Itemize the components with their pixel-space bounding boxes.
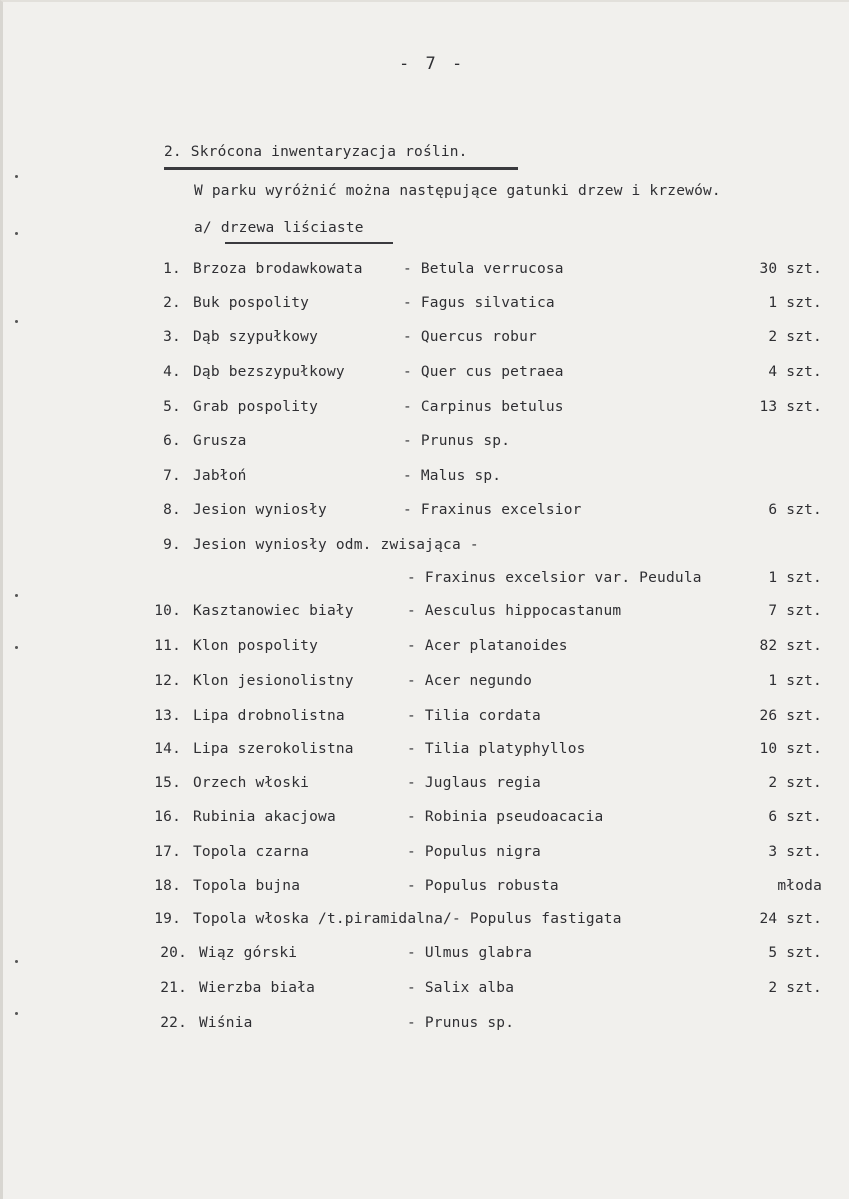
species-name: Lipa drobnolistna: [193, 708, 345, 724]
list-item: [3, 708, 849, 730]
latin-name: - Quer cus petraea: [403, 364, 564, 380]
list-item: [3, 261, 849, 283]
intro-text: W parku wyróżnić można następujące gatunki drzew i krzewów.: [194, 183, 721, 199]
species-name: Brzoza brodawkowata: [193, 261, 363, 277]
list-item: [3, 1015, 849, 1037]
list-item: [3, 878, 849, 900]
species-name: Wierzba biała: [199, 980, 316, 996]
item-count: 2 szt.: [768, 775, 822, 791]
species-name: Orzech włoski: [193, 775, 310, 791]
item-count: 6 szt.: [768, 502, 822, 518]
item-number: 4.: [163, 364, 181, 380]
latin-name: - Salix alba: [407, 980, 515, 996]
species-name: Klon jesionolistny: [193, 673, 354, 689]
item-count: 13 szt.: [759, 399, 822, 415]
item-number: 10.: [154, 603, 181, 619]
item-number: 6.: [163, 433, 181, 449]
list-item: [3, 399, 849, 421]
item-count: 24 szt.: [759, 911, 822, 927]
item-count: 1 szt.: [768, 673, 822, 689]
latin-name: - Quercus robur: [403, 329, 537, 345]
item-number: 15.: [154, 775, 181, 791]
latin-name: - Fraxinus excelsior var. Peudula: [407, 570, 702, 586]
latin-name: - Acer platanoides: [407, 638, 568, 654]
item-number: 11.: [154, 638, 181, 654]
species-name: Jabłoń: [193, 468, 247, 484]
latin-name: - Tilia cordata: [407, 708, 541, 724]
item-count: 1 szt.: [768, 570, 822, 586]
species-name: Dąb bezszypułkowy: [193, 364, 345, 380]
item-number: 7.: [163, 468, 181, 484]
list-item: [3, 468, 849, 490]
subheading-prefix: a/: [194, 220, 212, 236]
item-count: 82 szt.: [759, 638, 822, 654]
item-count: 6 szt.: [768, 809, 822, 825]
latin-name: - Juglaus regia: [407, 775, 541, 791]
section-heading: 2. Skrócona inwentaryzacja roślin.: [164, 144, 468, 160]
list-item: [3, 911, 849, 933]
subheading: [194, 220, 364, 236]
species-name: Kasztanowiec biały: [193, 603, 354, 619]
item-number: 13.: [154, 708, 181, 724]
margin-mark: [15, 646, 18, 649]
list-item: [3, 329, 849, 351]
list-item: [3, 570, 849, 592]
item-number: 5.: [163, 399, 181, 415]
species-name: Klon pospolity: [193, 638, 319, 654]
species-name: Grab pospolity: [193, 399, 319, 415]
latin-name: - Carpinus betulus: [403, 399, 564, 415]
species-name: Grusza: [193, 433, 247, 449]
item-number: 18.: [154, 878, 181, 894]
species-name: Wiśnia: [199, 1015, 253, 1031]
item-count: 5 szt.: [768, 945, 822, 961]
item-count: 2 szt.: [768, 329, 822, 345]
species-name: Topola włoska /t.piramidalna/- Populus fastigata: [193, 911, 622, 927]
list-item: [3, 945, 849, 967]
latin-name: - Populus robusta: [407, 878, 559, 894]
species-name: Lipa szerokolistna: [193, 741, 354, 757]
item-number: 19.: [154, 911, 181, 927]
latin-name: - Fagus silvatica: [403, 295, 555, 311]
margin-mark: [15, 960, 18, 963]
item-number: 2.: [163, 295, 181, 311]
list-item: [3, 433, 849, 455]
item-count: 1 szt.: [768, 295, 822, 311]
item-count: 2 szt.: [768, 980, 822, 996]
margin-mark: [15, 320, 18, 323]
species-name: Topola czarna: [193, 844, 310, 860]
list-item: [3, 673, 849, 695]
page-number: - 7 -: [399, 54, 466, 74]
item-number: 21.: [160, 980, 187, 996]
species-name: Buk pospolity: [193, 295, 310, 311]
list-item: [3, 603, 849, 625]
margin-mark: [15, 594, 18, 597]
item-count: 3 szt.: [768, 844, 822, 860]
subheading-text: drzewa liściaste: [220, 220, 364, 236]
item-number: 9.: [163, 537, 181, 553]
item-count: 7 szt.: [768, 603, 822, 619]
item-count: 26 szt.: [759, 708, 822, 724]
species-name: Rubinia akacjowa: [193, 809, 336, 825]
species-name: Jesion wyniosły: [193, 502, 327, 518]
list-item: [3, 638, 849, 660]
latin-name: - Betula verrucosa: [403, 261, 564, 277]
latin-name: - Ulmus glabra: [407, 945, 533, 961]
latin-name: - Fraxinus excelsior: [403, 502, 582, 518]
list-item: [3, 502, 849, 524]
item-number: 12.: [154, 673, 181, 689]
latin-name: - Prunus sp.: [407, 1015, 515, 1031]
latin-name: - Populus nigra: [407, 844, 541, 860]
item-count: 30 szt.: [759, 261, 822, 277]
list-item: [3, 775, 849, 797]
latin-name: - Tilia platyphyllos: [407, 741, 586, 757]
item-count: 10 szt.: [759, 741, 822, 757]
item-number: 20.: [160, 945, 187, 961]
margin-mark: [15, 232, 18, 235]
species-name: Jesion wyniosły odm. zwisająca -: [193, 537, 479, 553]
latin-name: - Robinia pseudoacacia: [407, 809, 604, 825]
latin-name: - Acer negundo: [407, 673, 533, 689]
margin-mark: [15, 175, 18, 178]
latin-name: - Malus sp.: [403, 468, 502, 484]
item-number: 17.: [154, 844, 181, 860]
species-name: Dąb szypułkowy: [193, 329, 319, 345]
item-count: 4 szt.: [768, 364, 822, 380]
item-count: młoda: [777, 878, 822, 894]
item-number: 14.: [154, 741, 181, 757]
item-number: 3.: [163, 329, 181, 345]
subheading-underline: [225, 242, 393, 244]
latin-name: - Aesculus hippocastanum: [407, 603, 622, 619]
list-item: [3, 295, 849, 317]
item-number: 8.: [163, 502, 181, 518]
heading-underline: [164, 167, 518, 170]
item-number: 1.: [163, 261, 181, 277]
margin-mark: [15, 1012, 18, 1015]
species-name: Topola bujna: [193, 878, 301, 894]
species-name: Wiąz górski: [199, 945, 298, 961]
list-item: [3, 809, 849, 831]
item-number: 16.: [154, 809, 181, 825]
list-item: [3, 844, 849, 866]
list-item: [3, 537, 849, 559]
latin-name: - Prunus sp.: [403, 433, 511, 449]
list-item: [3, 741, 849, 763]
list-item: [3, 364, 849, 386]
list-item: [3, 980, 849, 1002]
item-number: 22.: [160, 1015, 187, 1031]
